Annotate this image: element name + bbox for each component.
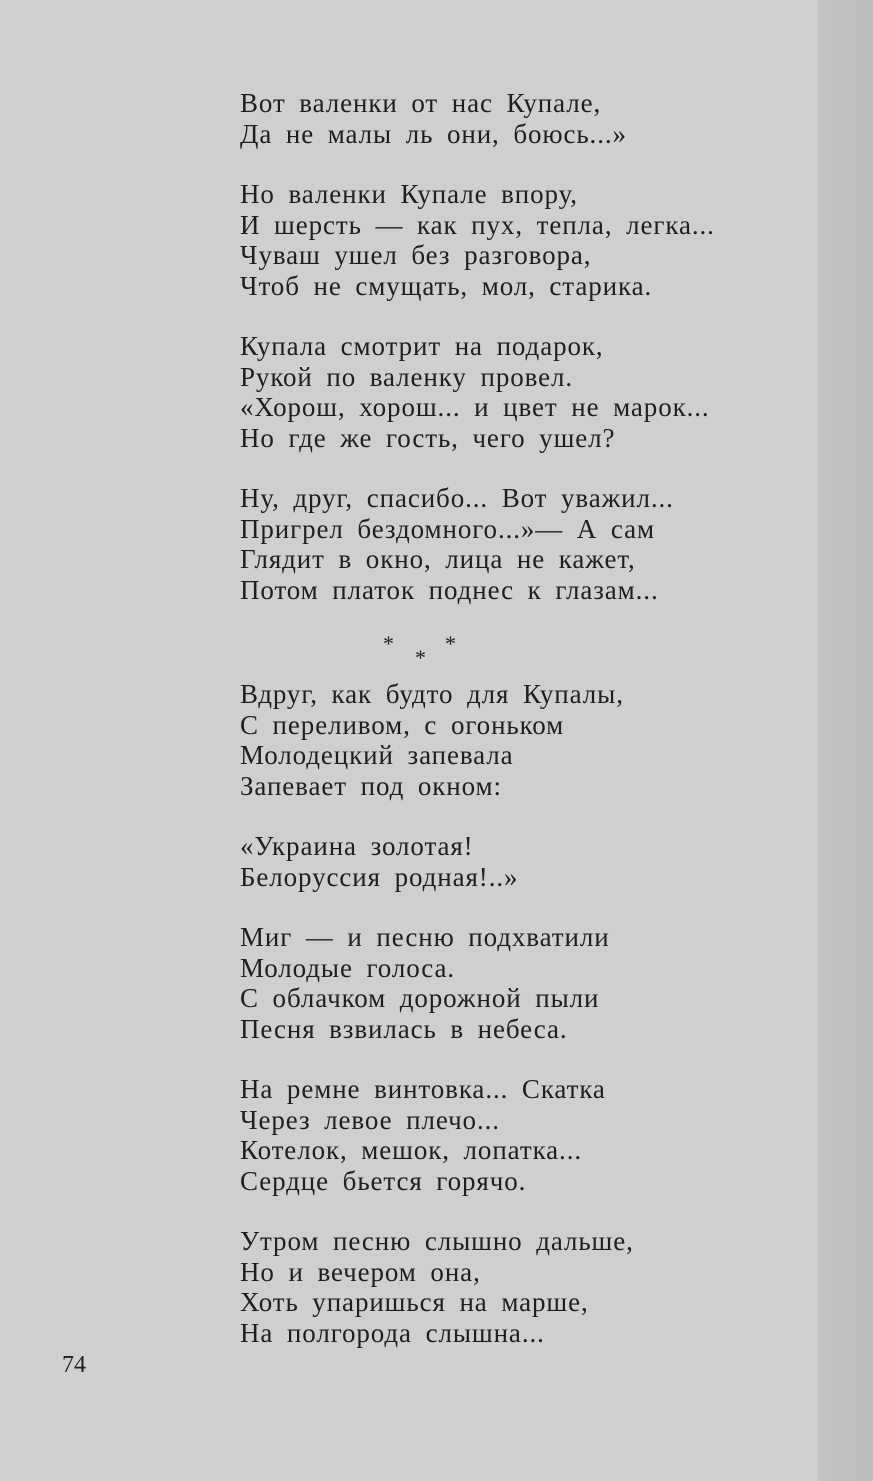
poem-line: С переливом, с огоньком <box>240 709 565 740</box>
poem-line: Миг — и песню подхватили <box>240 922 610 952</box>
divider-star: * <box>415 645 427 670</box>
poem-line: Котелок, мешок, лопатка... <box>240 1135 583 1165</box>
poem-line: Молодые голоса. <box>240 952 456 983</box>
stanza <box>240 679 715 801</box>
page-edge <box>818 0 873 1481</box>
section-divider <box>240 629 540 679</box>
stanza <box>240 88 715 149</box>
poem-line: Белоруссия родная!..» <box>240 861 519 892</box>
divider-star: * <box>383 631 395 656</box>
poem-line: Вот валенки от нас Купале, <box>240 88 602 118</box>
poem-line: Глядит в окно, лица не кажет, <box>240 544 636 574</box>
page-number: 74 <box>62 1352 86 1378</box>
poem-part-1 <box>240 88 715 605</box>
poem-line: Молодецкий запевала <box>240 740 514 770</box>
stanza <box>240 331 715 453</box>
poem-line: Сердце бьется горячо. <box>240 1165 527 1196</box>
stanza <box>240 922 715 1044</box>
poem-line: Рукой по валенку провел. <box>240 361 574 392</box>
poem-line: Чтоб не смущать, мол, старика. <box>240 270 653 301</box>
poem-line: Но и вечером она, <box>240 1256 481 1287</box>
stanza <box>240 1226 715 1348</box>
stanza <box>240 831 715 892</box>
poem-line: Запевает под окном: <box>240 770 502 801</box>
poem-line: Потом платок поднес к глазам... <box>240 574 659 605</box>
poem <box>240 88 715 1378</box>
poem-line: Песня взвилась в небеса. <box>240 1013 568 1044</box>
poem-line: Чуваш ушел без разговора, <box>240 240 592 270</box>
poem-line: Но валенки Купале впору, <box>240 179 578 209</box>
poem-line: «Украина золотая! <box>240 831 474 861</box>
poem-line: Пригрел бездомного...»— А сам <box>240 513 655 544</box>
poem-line: Да не малы ль они, боюсь...» <box>240 118 627 149</box>
stanza <box>240 1074 715 1196</box>
poem-line: Вдруг, как будто для Купалы, <box>240 679 624 709</box>
poem-line: С облачком дорожной пыли <box>240 983 600 1013</box>
stanza <box>240 179 715 301</box>
poem-line: И шерсть — как пух, тепла, легка... <box>240 209 715 240</box>
poem-line: «Хорош, хорош... и цвет не марок... <box>240 392 710 422</box>
stanza <box>240 483 715 605</box>
poem-line: Ну, друг, спасибо... Вот уважил... <box>240 483 674 513</box>
poem-line: На ремне винтовка... Скатка <box>240 1074 606 1104</box>
poem-line: Хоть упаришься на марше, <box>240 1287 589 1317</box>
divider-star: * <box>445 631 457 656</box>
poem-line: Через левое плечо... <box>240 1104 500 1135</box>
poem-part-2 <box>240 679 715 1348</box>
poem-line: На полгорода слышна... <box>240 1317 545 1348</box>
poem-line: Утром песню слышно дальше, <box>240 1226 634 1256</box>
poem-line: Но где же гость, чего ушел? <box>240 422 616 453</box>
poem-line: Купала смотрит на подарок, <box>240 331 604 361</box>
